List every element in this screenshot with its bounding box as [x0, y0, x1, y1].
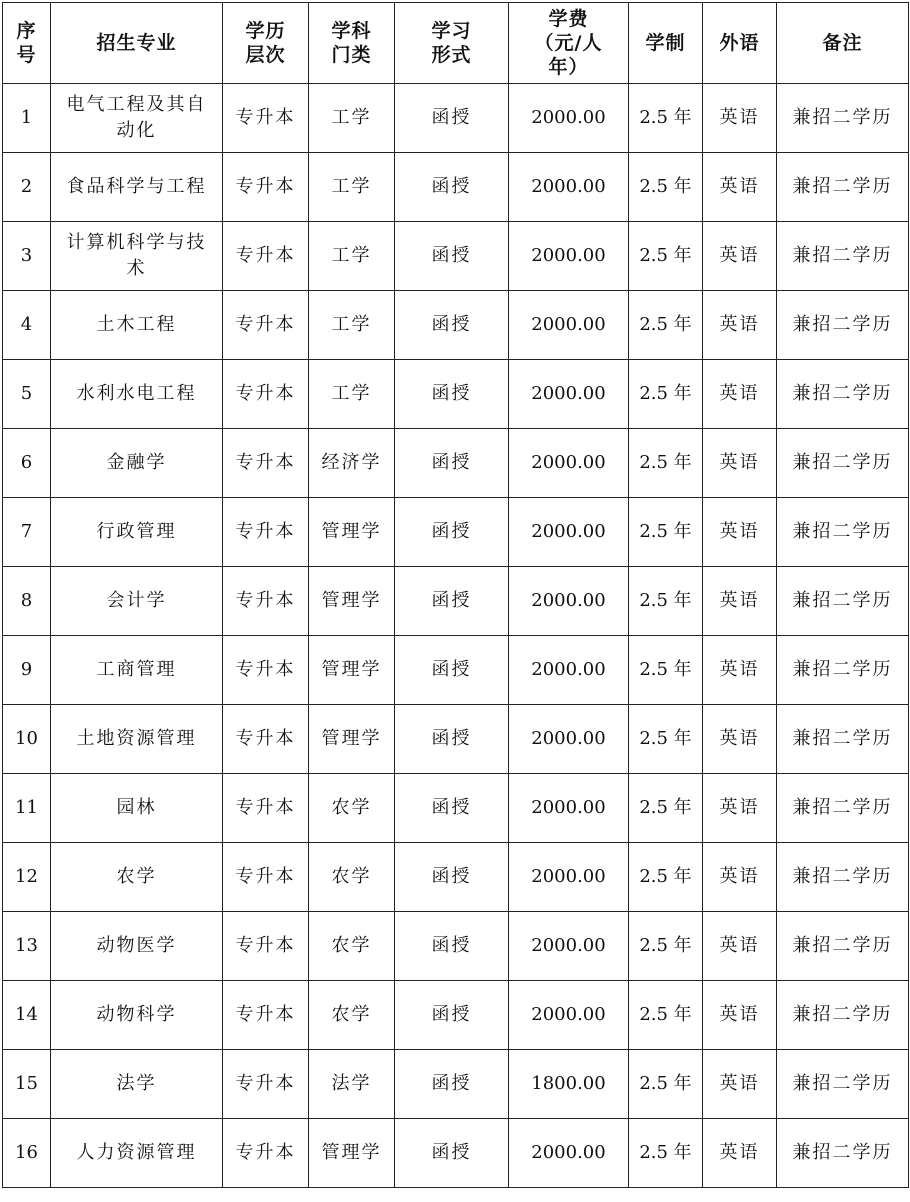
- table-row: [3, 1050, 909, 1119]
- cell-level: 专升本: [223, 636, 309, 705]
- cell-fee: 2000.00: [509, 360, 629, 429]
- table-row: [3, 912, 909, 981]
- cell-duration: 2.5 年: [629, 1050, 703, 1119]
- cell-mode: 函授: [395, 360, 509, 429]
- cell-language: 英语: [703, 84, 777, 153]
- cell-major: 土木工程: [51, 291, 223, 360]
- table-row: [3, 498, 909, 567]
- cell-language: 英语: [703, 1050, 777, 1119]
- cell-seq: 6: [3, 429, 51, 498]
- cell-language: 英语: [703, 843, 777, 912]
- header-row: [3, 3, 909, 84]
- header-mode: 学习形式: [395, 3, 509, 84]
- table-row: [3, 705, 909, 774]
- cell-category: 管理学: [309, 636, 395, 705]
- header-category: 学科门类: [309, 3, 395, 84]
- cell-seq: 11: [3, 774, 51, 843]
- cell-fee: 2000.00: [509, 1119, 629, 1188]
- table-row: [3, 153, 909, 222]
- cell-category: 工学: [309, 153, 395, 222]
- cell-note: 兼招二学历: [777, 1050, 909, 1119]
- cell-note: 兼招二学历: [777, 429, 909, 498]
- cell-mode: 函授: [395, 153, 509, 222]
- table-row: [3, 291, 909, 360]
- cell-seq: 13: [3, 912, 51, 981]
- cell-level: 专升本: [223, 774, 309, 843]
- cell-major: 会计学: [51, 567, 223, 636]
- cell-language: 英语: [703, 981, 777, 1050]
- cell-category: 农学: [309, 981, 395, 1050]
- cell-fee: 2000.00: [509, 153, 629, 222]
- cell-seq: 7: [3, 498, 51, 567]
- cell-language: 英语: [703, 429, 777, 498]
- cell-fee: 2000.00: [509, 705, 629, 774]
- table-row: [3, 429, 909, 498]
- cell-level: 专升本: [223, 360, 309, 429]
- cell-note: 兼招二学历: [777, 567, 909, 636]
- cell-seq: 16: [3, 1119, 51, 1188]
- cell-note: 兼招二学历: [777, 774, 909, 843]
- cell-level: 专升本: [223, 153, 309, 222]
- cell-duration: 2.5 年: [629, 498, 703, 567]
- cell-mode: 函授: [395, 567, 509, 636]
- table-row: [3, 222, 909, 291]
- header-fee: 学费（元/人年）: [509, 3, 629, 84]
- cell-duration: 2.5 年: [629, 774, 703, 843]
- cell-mode: 函授: [395, 636, 509, 705]
- cell-mode: 函授: [395, 774, 509, 843]
- header-level: 学历层次: [223, 3, 309, 84]
- cell-category: 农学: [309, 774, 395, 843]
- cell-note: 兼招二学历: [777, 705, 909, 774]
- cell-duration: 2.5 年: [629, 291, 703, 360]
- cell-duration: 2.5 年: [629, 567, 703, 636]
- cell-major: 金融学: [51, 429, 223, 498]
- cell-note: 兼招二学历: [777, 84, 909, 153]
- cell-seq: 2: [3, 153, 51, 222]
- cell-language: 英语: [703, 1119, 777, 1188]
- cell-level: 专升本: [223, 1119, 309, 1188]
- cell-category: 农学: [309, 843, 395, 912]
- cell-major: 农学: [51, 843, 223, 912]
- header-major: 招生专业: [51, 3, 223, 84]
- cell-major: 法学: [51, 1050, 223, 1119]
- cell-fee: 2000.00: [509, 498, 629, 567]
- cell-fee: 2000.00: [509, 291, 629, 360]
- cell-category: 经济学: [309, 429, 395, 498]
- cell-category: 管理学: [309, 1119, 395, 1188]
- cell-level: 专升本: [223, 429, 309, 498]
- cell-level: 专升本: [223, 84, 309, 153]
- enrollment-table: [2, 2, 909, 1188]
- cell-fee: 2000.00: [509, 429, 629, 498]
- cell-mode: 函授: [395, 843, 509, 912]
- cell-seq: 12: [3, 843, 51, 912]
- cell-language: 英语: [703, 636, 777, 705]
- cell-major: 计算机科学与技术: [51, 222, 223, 291]
- cell-major: 电气工程及其自动化: [51, 84, 223, 153]
- cell-category: 工学: [309, 84, 395, 153]
- cell-seq: 8: [3, 567, 51, 636]
- cell-category: 工学: [309, 291, 395, 360]
- table-row: [3, 981, 909, 1050]
- cell-level: 专升本: [223, 222, 309, 291]
- cell-fee: 2000.00: [509, 636, 629, 705]
- cell-seq: 1: [3, 84, 51, 153]
- cell-major: 水利水电工程: [51, 360, 223, 429]
- cell-major: 园林: [51, 774, 223, 843]
- cell-note: 兼招二学历: [777, 291, 909, 360]
- cell-seq: 10: [3, 705, 51, 774]
- cell-duration: 2.5 年: [629, 705, 703, 774]
- cell-major: 工商管理: [51, 636, 223, 705]
- cell-language: 英语: [703, 774, 777, 843]
- cell-duration: 2.5 年: [629, 84, 703, 153]
- cell-level: 专升本: [223, 291, 309, 360]
- cell-major: 土地资源管理: [51, 705, 223, 774]
- cell-duration: 2.5 年: [629, 912, 703, 981]
- cell-level: 专升本: [223, 843, 309, 912]
- cell-language: 英语: [703, 222, 777, 291]
- cell-language: 英语: [703, 360, 777, 429]
- cell-mode: 函授: [395, 222, 509, 291]
- cell-mode: 函授: [395, 84, 509, 153]
- cell-major: 动物医学: [51, 912, 223, 981]
- table-row: [3, 636, 909, 705]
- table-row: [3, 84, 909, 153]
- cell-note: 兼招二学历: [777, 981, 909, 1050]
- cell-category: 工学: [309, 222, 395, 291]
- table-row: [3, 1119, 909, 1188]
- header-note: 备注: [777, 3, 909, 84]
- cell-duration: 2.5 年: [629, 843, 703, 912]
- cell-level: 专升本: [223, 705, 309, 774]
- cell-duration: 2.5 年: [629, 429, 703, 498]
- cell-category: 管理学: [309, 705, 395, 774]
- cell-fee: 2000.00: [509, 981, 629, 1050]
- cell-level: 专升本: [223, 567, 309, 636]
- cell-fee: 2000.00: [509, 84, 629, 153]
- cell-category: 工学: [309, 360, 395, 429]
- cell-level: 专升本: [223, 981, 309, 1050]
- cell-note: 兼招二学历: [777, 636, 909, 705]
- cell-note: 兼招二学历: [777, 360, 909, 429]
- cell-seq: 15: [3, 1050, 51, 1119]
- cell-seq: 14: [3, 981, 51, 1050]
- header-seq: 序号: [3, 3, 51, 84]
- cell-note: 兼招二学历: [777, 1119, 909, 1188]
- cell-seq: 3: [3, 222, 51, 291]
- cell-note: 兼招二学历: [777, 222, 909, 291]
- cell-fee: 2000.00: [509, 843, 629, 912]
- cell-level: 专升本: [223, 498, 309, 567]
- cell-seq: 5: [3, 360, 51, 429]
- cell-seq: 4: [3, 291, 51, 360]
- table-row: [3, 843, 909, 912]
- cell-fee: 1800.00: [509, 1050, 629, 1119]
- cell-major: 动物科学: [51, 981, 223, 1050]
- cell-major: 人力资源管理: [51, 1119, 223, 1188]
- cell-level: 专升本: [223, 1050, 309, 1119]
- cell-note: 兼招二学历: [777, 912, 909, 981]
- cell-language: 英语: [703, 567, 777, 636]
- cell-mode: 函授: [395, 498, 509, 567]
- cell-level: 专升本: [223, 912, 309, 981]
- cell-mode: 函授: [395, 1050, 509, 1119]
- cell-duration: 2.5 年: [629, 153, 703, 222]
- cell-fee: 2000.00: [509, 567, 629, 636]
- cell-duration: 2.5 年: [629, 222, 703, 291]
- cell-language: 英语: [703, 498, 777, 567]
- cell-duration: 2.5 年: [629, 636, 703, 705]
- cell-fee: 2000.00: [509, 912, 629, 981]
- table-row: [3, 360, 909, 429]
- cell-major: 食品科学与工程: [51, 153, 223, 222]
- header-duration: 学制: [629, 3, 703, 84]
- cell-language: 英语: [703, 153, 777, 222]
- cell-mode: 函授: [395, 291, 509, 360]
- cell-major: 行政管理: [51, 498, 223, 567]
- cell-seq: 9: [3, 636, 51, 705]
- cell-note: 兼招二学历: [777, 153, 909, 222]
- table-row: [3, 774, 909, 843]
- cell-duration: 2.5 年: [629, 1119, 703, 1188]
- cell-mode: 函授: [395, 1119, 509, 1188]
- cell-category: 管理学: [309, 498, 395, 567]
- cell-category: 管理学: [309, 567, 395, 636]
- cell-note: 兼招二学历: [777, 843, 909, 912]
- cell-fee: 2000.00: [509, 222, 629, 291]
- cell-category: 法学: [309, 1050, 395, 1119]
- cell-mode: 函授: [395, 429, 509, 498]
- cell-note: 兼招二学历: [777, 498, 909, 567]
- table-row: [3, 567, 909, 636]
- cell-language: 英语: [703, 705, 777, 774]
- cell-duration: 2.5 年: [629, 360, 703, 429]
- cell-duration: 2.5 年: [629, 981, 703, 1050]
- cell-mode: 函授: [395, 705, 509, 774]
- cell-language: 英语: [703, 291, 777, 360]
- cell-mode: 函授: [395, 912, 509, 981]
- cell-category: 农学: [309, 912, 395, 981]
- cell-mode: 函授: [395, 981, 509, 1050]
- cell-language: 英语: [703, 912, 777, 981]
- cell-fee: 2000.00: [509, 774, 629, 843]
- header-language: 外语: [703, 3, 777, 84]
